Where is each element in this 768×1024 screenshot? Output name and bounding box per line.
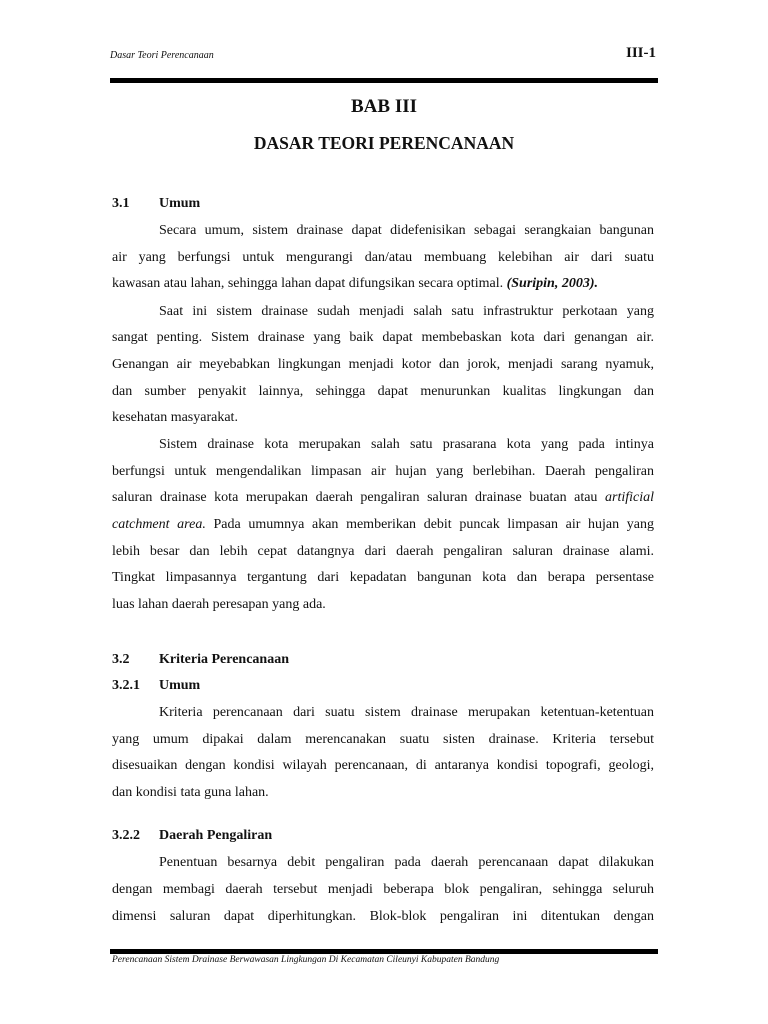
footer-rule (110, 949, 658, 954)
page-number: III-1 (625, 45, 656, 61)
paragraph-line: Saat ini sistem drainase sudah menjadi salah satu infrastruktur perkotaan yang (159, 304, 654, 319)
section-title: Umum (159, 678, 201, 693)
italic-term: artificial (605, 490, 654, 505)
paragraph-line: Tingkat limpasannya tergantung dari kepadatan bangunan kota dan berapa persentase (112, 570, 654, 585)
paragraph-line: berfungsi untuk mengendalikan limpasan air hujan yang berlebihan. Daerah pengaliran (112, 464, 654, 479)
section-number: 3.2.1 (112, 678, 140, 693)
paragraph-line: sangat penting. Sistem drainase yang baik dapat membebaskan kota dari genangan air. (112, 330, 654, 345)
section-title: Daerah Pengaliran (159, 828, 273, 843)
paragraph-line: dan sumber penyakit lainnya, sehingga dapat menurunkan kualitas lingkungan dan (112, 384, 654, 399)
paragraph-text: saluran drainase kota merupakan daerah pengaliran saluran drainase buatan atau (112, 490, 598, 505)
section-title: Umum (159, 196, 201, 211)
header-rule (110, 78, 658, 83)
section-heading-3-2-1 (112, 678, 200, 694)
paragraph-line: yang umum dipakai dalam merencanakan suatu sisten drainase. Kriteria tersebut (112, 732, 654, 747)
section-number: 3.2 (112, 652, 130, 667)
running-footer: Perencanaan Sistem Drainase Berwawasan Lingkungan Di Kecamatan Cileunyi Kabupaten Bandung (112, 955, 500, 965)
italic-term: catchment area. (112, 517, 206, 532)
paragraph-line: dengan membagi daerah tersebut menjadi beberapa blok pengaliran, sehingga seluruh (112, 882, 654, 897)
paragraph-line: disesuaikan dengan kondisi wilayah perencanaan, di antaranya kondisi topografi, geologi, (112, 758, 654, 773)
chapter-title: DASAR TEORI PERENCANAAN (253, 133, 515, 153)
paragraph-line: Penentuan besarnya debit pengaliran pada daerah perencanaan dapat dilakukan (159, 855, 654, 870)
section-heading-3-2 (112, 652, 289, 668)
paragraph-line: Kriteria perencanaan dari suatu sistem drainase merupakan ketentuan-ketentuan (159, 705, 654, 720)
section-title: Kriteria Perencanaan (159, 652, 289, 667)
paragraph-line: Secara umum, sistem drainase dapat didefenisikan sebagai serangkaian bangunan (159, 223, 654, 238)
section-heading-3-2-2 (112, 828, 272, 844)
paragraph-text: kawasan atau lahan, sehingga lahan dapat difungsikan secara optimal. (112, 276, 504, 291)
paragraph-line (112, 276, 654, 292)
paragraph-line: luas lahan daerah peresapan yang ada. (112, 597, 326, 612)
paragraph-line: Sistem drainase kota merupakan salah satu prasarana kota yang pada intinya (159, 437, 654, 452)
section-number: 3.2.2 (112, 828, 140, 843)
paragraph-line (112, 517, 654, 533)
running-header: Dasar Teori Perencanaan (110, 50, 214, 61)
paragraph-line: dimensi saluran dapat diperhitungkan. Blok-blok pengaliran ini ditentukan dengan (112, 909, 654, 924)
citation: (Suripin, 2003). (506, 276, 598, 291)
paragraph-line (112, 490, 654, 506)
paragraph-line: dan kondisi tata guna lahan. (112, 785, 269, 800)
chapter-label: BAB III (351, 96, 417, 117)
paragraph-text: Pada umumnya akan memberikan debit puncak limpasan air hujan yang (213, 517, 654, 532)
paragraph-line: kesehatan masyarakat. (112, 410, 238, 425)
paragraph-line: Genangan air meyebabkan lingkungan menjadi kotor dan jorok, menjadi sarang nyamuk, (112, 357, 654, 372)
paragraph-line: air yang berfungsi untuk mengurangi dan/atau membuang kelebihan air dari suatu (112, 250, 654, 265)
section-number: 3.1 (112, 196, 130, 211)
paragraph-line: lebih besar dan lebih cepat datangnya dari daerah pengaliran saluran drainase alami. (112, 544, 654, 559)
section-heading-3-1 (112, 196, 200, 212)
